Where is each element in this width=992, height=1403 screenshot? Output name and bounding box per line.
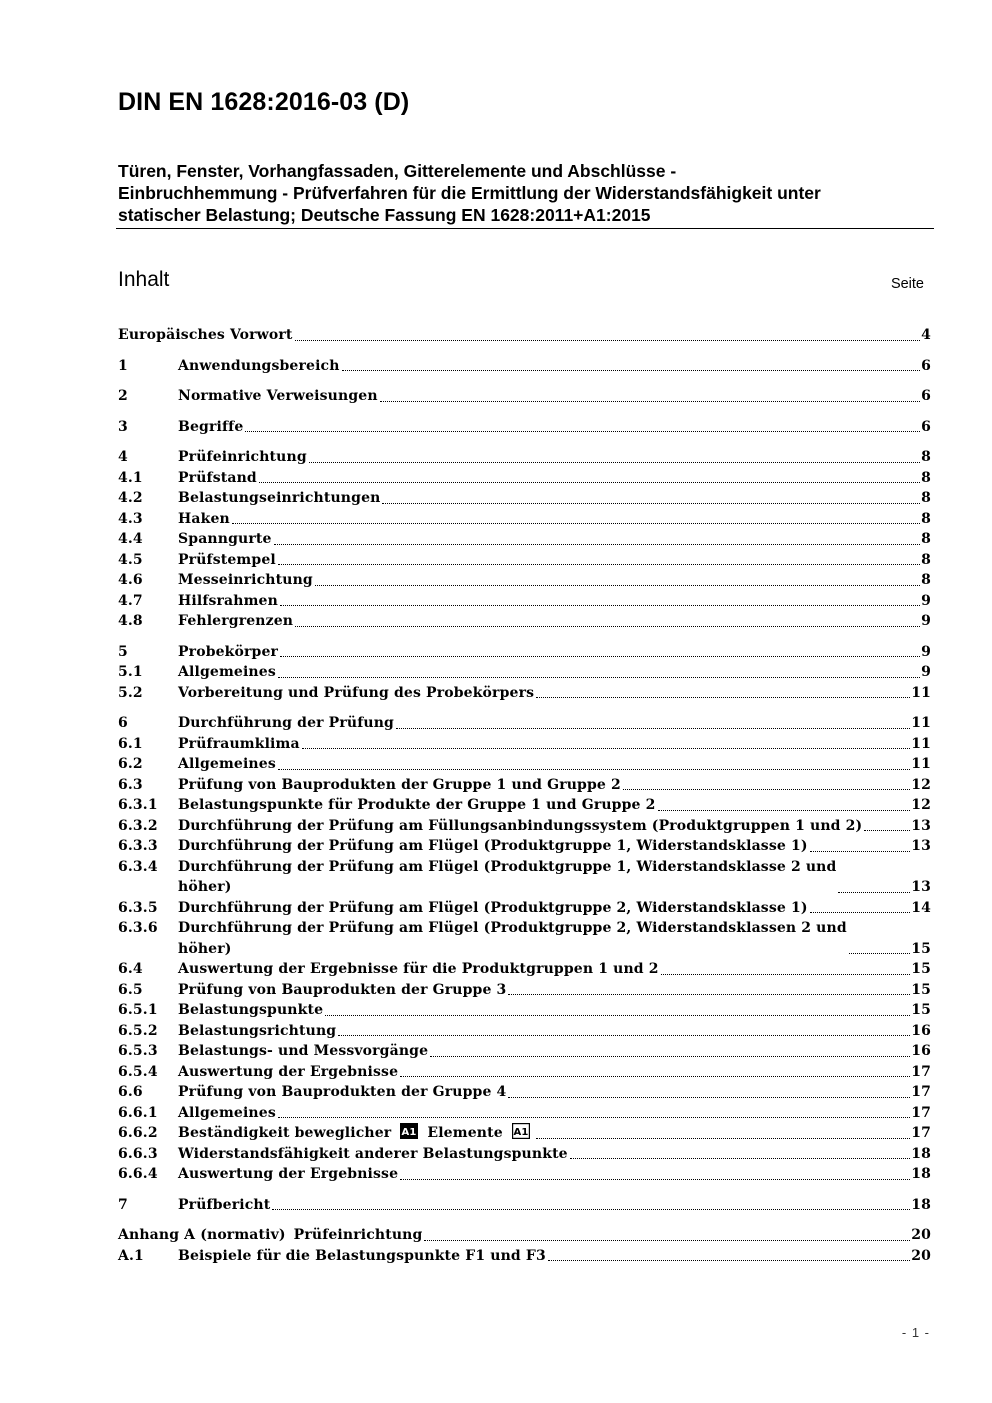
toc-leader-dots	[570, 1158, 910, 1159]
toc-leader-dots	[259, 482, 920, 483]
toc-leader-dots	[295, 340, 921, 341]
toc-entry-label: Europäisches Vorwort	[118, 327, 293, 343]
toc-entry-number: 4.7	[118, 592, 143, 609]
toc-entry-number: 4.8	[118, 613, 143, 629]
amendment-start-label: A1	[401, 1127, 417, 1138]
toc-entry-title: Vorbereitung und Prüfung des Probekörpers	[178, 684, 535, 701]
toc-entry-7[interactable]	[118, 1195, 931, 1216]
toc-entry-page: 17	[911, 1104, 931, 1121]
toc-entry-6-3-5[interactable]	[118, 898, 931, 919]
toc-entry-number: 4.6	[118, 572, 143, 588]
toc-leader-dots	[849, 953, 910, 954]
toc-entry-4-5[interactable]	[118, 550, 931, 571]
toc-entry-number: 6.6	[118, 1084, 143, 1100]
toc-heading: Inhalt	[118, 268, 170, 291]
toc-entry-number: 4.1	[118, 469, 143, 486]
toc-leader-dots	[295, 626, 920, 627]
toc-entry-foreword[interactable]	[118, 325, 931, 346]
toc-entry-page: 8	[921, 551, 931, 568]
toc-entry-page: 8	[921, 510, 931, 527]
toc-entry-page: 9	[921, 613, 931, 629]
toc-leader-dots	[658, 810, 911, 811]
toc-leader-dots	[424, 1240, 910, 1241]
toc-entry-5-1[interactable]	[118, 662, 931, 683]
toc-entry-4-7[interactable]	[118, 591, 931, 612]
toc-entry-title: Prüfbericht	[178, 1196, 271, 1213]
toc-entry-number: 6.1	[118, 735, 143, 752]
toc-entry-number: 6.5.2	[118, 1022, 158, 1039]
toc-entry-title: Prüfung von Bauprodukten der Gruppe 4	[178, 1084, 507, 1100]
toc-entry-annex-a[interactable]	[118, 1225, 931, 1246]
toc-entry-page: 12	[911, 776, 931, 793]
toc-leader-dots	[380, 401, 920, 402]
toc-entry-6-4[interactable]	[118, 959, 931, 980]
toc-entry-page: 8	[921, 449, 931, 465]
subtitle-line: statischer Belastung; Deutsche Fassung EN 1628:2011+A1:2015	[118, 205, 651, 225]
toc-entry-title	[178, 918, 847, 959]
toc-entry-page: 12	[911, 797, 931, 813]
toc-entry-page: 11	[911, 684, 931, 701]
toc-entry-page: 20	[911, 1227, 931, 1243]
toc-entry-title: Auswertung der Ergebnisse für die Produktgruppen 1 und 2	[178, 961, 659, 977]
toc-entry-page: 16	[911, 1022, 931, 1039]
toc-page-column-label: Seite	[890, 276, 924, 292]
toc-entry-number: 1	[118, 357, 128, 374]
toc-leader-dots	[661, 974, 911, 975]
toc-entry-title: Auswertung der Ergebnisse	[178, 1063, 399, 1080]
toc-entry-page: 6	[921, 388, 931, 404]
toc-entry-4-6[interactable]	[118, 570, 931, 591]
toc-entry-page: 6	[921, 418, 931, 435]
page-number: - 1 -	[901, 1325, 930, 1340]
toc-leader-dots	[274, 544, 921, 545]
toc-entry-6-6-1[interactable]	[118, 1103, 931, 1124]
toc-leader-dots	[430, 1056, 910, 1057]
toc-leader-dots	[508, 1097, 910, 1098]
toc-entry-page: 17	[911, 1125, 931, 1141]
toc-leader-dots	[338, 1035, 910, 1036]
toc-entry-title: Prüfung von Bauprodukten der Gruppe 1 und Gruppe 2	[178, 776, 621, 793]
toc-entry-page: 8	[921, 572, 931, 588]
toc-leader-dots	[232, 523, 920, 524]
toc-entry-page: 15	[911, 981, 931, 998]
toc-entry-number: 6.3.3	[118, 838, 158, 854]
toc-entry-page: 15	[911, 1002, 931, 1018]
toc-entry-4-1[interactable]	[118, 468, 931, 489]
toc-entry-number: 6.5.1	[118, 1002, 158, 1018]
toc-entry-title: Normative Verweisungen	[178, 388, 378, 404]
toc-entry-6-5-2[interactable]	[118, 1021, 931, 1042]
toc-entry-6-5-4[interactable]	[118, 1062, 931, 1083]
toc-entry-page: 16	[911, 1043, 931, 1059]
toc-entry-page: 20	[911, 1247, 931, 1264]
toc-entry-page: 13	[911, 817, 931, 834]
toc-entry-number: 6.5.3	[118, 1043, 158, 1059]
toc-entry-number: 5	[118, 643, 128, 660]
toc-entry-page: 13	[911, 879, 931, 895]
toc-entry-6-6-2[interactable]	[118, 1123, 931, 1144]
toc-leader-dots	[508, 994, 910, 995]
toc-entry-page: 11	[911, 715, 931, 731]
toc-entry-number: A.1	[118, 1247, 144, 1264]
toc-entry-title: Durchführung der Prüfung	[178, 715, 394, 731]
toc-entry-number: 6.2	[118, 756, 143, 772]
toc-entry-a-1[interactable]	[118, 1246, 931, 1267]
toc-leader-dots	[864, 830, 910, 831]
toc-leader-dots	[396, 728, 910, 729]
toc-entry-page: 8	[921, 490, 931, 506]
toc-leader-dots	[315, 585, 920, 586]
toc-entry-title: Belastungseinrichtungen	[178, 490, 381, 506]
toc-entry-number: 6.6.2	[118, 1125, 158, 1141]
toc-entry-title: Haken	[178, 510, 230, 527]
toc-leader-dots	[536, 1138, 910, 1139]
toc-entry-number: 6.3.2	[118, 817, 158, 834]
toc-entry-title-part: Beständigkeit beweglicher	[178, 1125, 392, 1141]
toc-entry-number: 4.3	[118, 510, 143, 527]
toc-leader-dots	[278, 769, 910, 770]
toc-leader-dots	[278, 564, 920, 565]
toc-entry-6-5[interactable]	[118, 980, 931, 1001]
toc-entry-6[interactable]	[118, 713, 931, 734]
toc-entry-4-8[interactable]	[118, 611, 931, 632]
toc-entry-page: 14	[911, 899, 931, 916]
toc-entry-6-3-4[interactable]	[118, 857, 931, 898]
toc-entry-page: 6	[921, 357, 931, 374]
toc-entry-6-3[interactable]	[118, 775, 931, 796]
toc-entry-number: 6.6.4	[118, 1166, 158, 1182]
toc-entry-page: 9	[921, 643, 931, 660]
toc-leader-dots	[536, 697, 910, 698]
toc-entry-title: Prüfung von Bauprodukten der Gruppe 3	[178, 981, 507, 998]
toc-entry-6-5-3[interactable]	[118, 1041, 931, 1062]
toc-entry-title-line: höher)	[178, 940, 232, 957]
toc-entry-6-3-2[interactable]	[118, 816, 931, 837]
toc-entry-page: 17	[911, 1063, 931, 1080]
toc-entry-title: Allgemeines	[178, 756, 276, 772]
toc-leader-dots	[838, 892, 910, 893]
toc-leader-dots	[272, 1209, 910, 1210]
toc-entry-page: 9	[921, 664, 931, 680]
toc-entry-number: 6.5	[118, 981, 143, 998]
toc-entry-title: Durchführung der Prüfung am Füllungsanbindungssystem (Produktgruppen 1 und 2)	[178, 817, 863, 834]
toc-leader-dots	[810, 912, 911, 913]
toc-leader-dots	[382, 503, 920, 504]
toc-entry-5-2[interactable]	[118, 683, 931, 704]
toc-entry-number: 6.4	[118, 961, 143, 977]
toc-entry-number: 6.3.1	[118, 797, 158, 813]
toc-entry-title: Belastungspunkte	[178, 1002, 324, 1018]
toc-entry-4-4[interactable]	[118, 529, 931, 550]
toc-entry-title-line: höher)	[178, 879, 232, 895]
toc-entry-title: Belastungs- und Messvorgänge	[178, 1043, 429, 1059]
document-subtitle	[118, 160, 933, 226]
toc-entry-4-2[interactable]	[118, 488, 931, 509]
toc-entry-number: 6.5.4	[118, 1063, 158, 1080]
toc-leader-dots	[342, 370, 921, 371]
toc-leader-dots	[325, 1015, 910, 1016]
toc-entry-title: Anwendungsbereich	[178, 357, 340, 374]
toc-entry-title: Messeinrichtung	[178, 572, 313, 588]
toc-entry-number: 6.6.1	[118, 1104, 158, 1121]
toc-entry-number: 2	[118, 388, 128, 404]
table-of-contents	[118, 325, 931, 1266]
toc-entry-title: Prüfstempel	[178, 551, 276, 568]
toc-entry-6-1[interactable]	[118, 734, 931, 755]
toc-leader-dots	[400, 1076, 910, 1077]
subtitle-divider	[116, 228, 934, 229]
toc-entry-page: 15	[911, 940, 931, 957]
subtitle-line: Türen, Fenster, Vorhangfassaden, Gitterelemente und Abschlüsse -	[118, 161, 677, 181]
toc-entry-title: Beispiele für die Belastungspunkte F1 und F3	[178, 1247, 546, 1264]
toc-leader-dots	[280, 656, 920, 657]
toc-entry-number: 5.2	[118, 684, 143, 701]
toc-entry-title-line: Durchführung der Prüfung am Flügel (Produktgruppe 2, Widerstandsklassen 2 und	[178, 920, 847, 936]
toc-entry-6-2[interactable]	[118, 754, 931, 775]
toc-entry-number: 6.3.5	[118, 899, 158, 916]
toc-entry-page: 9	[921, 592, 931, 609]
toc-entry-4-3[interactable]	[118, 509, 931, 530]
toc-entry-page: 18	[911, 1166, 931, 1182]
toc-entry-title: Prüfstand	[178, 469, 257, 486]
toc-entry-title: Prüfraumklima	[178, 735, 300, 752]
subtitle-line: Einbruchhemmung - Prüfverfahren für die Ermittlung der Widerstandsfähigkeit unter	[118, 183, 821, 203]
toc-entry-6-6-3[interactable]	[118, 1144, 931, 1165]
toc-entry-title: Durchführung der Prüfung am Flügel (Produktgruppe 1, Widerstandsklasse 1)	[178, 838, 808, 854]
toc-leader-dots	[302, 748, 910, 749]
toc-leader-dots	[309, 462, 920, 463]
toc-entry-5[interactable]	[118, 642, 931, 663]
toc-entry-label: Anhang A (normativ)	[118, 1227, 286, 1243]
toc-entry-title: Probekörper	[178, 643, 279, 660]
toc-entry-4[interactable]	[118, 447, 931, 468]
toc-entry-page: 8	[921, 531, 931, 547]
amendment-end-icon	[512, 1123, 530, 1139]
toc-leader-dots	[623, 789, 910, 790]
toc-entry-1[interactable]	[118, 356, 931, 377]
toc-entry-title: Widerstandsfähigkeit anderer Belastungspunkte	[178, 1145, 568, 1162]
toc-entry-6-6-4[interactable]	[118, 1164, 931, 1185]
toc-entry-6-6[interactable]	[118, 1082, 931, 1103]
amendment-start-icon	[400, 1123, 418, 1139]
toc-entry-3[interactable]	[118, 417, 931, 438]
toc-entry-title: Allgemeines	[178, 1104, 276, 1121]
toc-entry-page: 8	[921, 469, 931, 486]
toc-entry-page: 4	[921, 327, 931, 343]
toc-leader-dots	[548, 1260, 910, 1261]
toc-entry-title: Durchführung der Prüfung am Flügel (Produktgruppe 2, Widerstandsklasse 1)	[178, 899, 808, 916]
toc-leader-dots	[278, 677, 920, 678]
toc-entry-page: 11	[911, 735, 931, 752]
toc-entry-number: 6	[118, 715, 128, 731]
toc-entry-2[interactable]	[118, 386, 931, 407]
toc-entry-number: 5.1	[118, 664, 143, 680]
toc-entry-title: Belastungspunkte für Produkte der Gruppe 1 und Gruppe 2	[178, 797, 656, 813]
toc-entry-title	[178, 857, 836, 898]
toc-entry-page: 13	[911, 838, 931, 854]
toc-entry-number: 4.4	[118, 531, 143, 547]
toc-entry-page: 18	[911, 1145, 931, 1162]
toc-entry-page: 18	[911, 1196, 931, 1213]
toc-entry-number: 3	[118, 418, 128, 435]
toc-entry-number: 4.2	[118, 490, 143, 506]
toc-entry-title: Prüfeinrichtung	[293, 1227, 423, 1243]
toc-entry-title-part: Elemente	[427, 1125, 503, 1141]
toc-entry-title: Auswertung der Ergebnisse	[178, 1166, 399, 1182]
toc-entry-page: 15	[911, 961, 931, 977]
toc-entry-6-3-3[interactable]	[118, 836, 931, 857]
toc-entry-title: Allgemeines	[178, 664, 276, 680]
toc-leader-dots	[245, 431, 920, 432]
toc-leader-dots	[280, 605, 920, 606]
toc-entry-page: 11	[911, 756, 931, 772]
toc-leader-dots	[810, 851, 911, 852]
toc-entry-title: Fehlergrenzen	[178, 613, 294, 629]
toc-entry-6-3-1[interactable]	[118, 795, 931, 816]
toc-entry-title: Hilfsrahmen	[178, 592, 278, 609]
toc-entry-title: Belastungsrichtung	[178, 1022, 337, 1039]
toc-entry-number: 4.5	[118, 551, 143, 568]
toc-entry-page: 17	[911, 1084, 931, 1100]
toc-entry-title: Spanngurte	[178, 531, 272, 547]
document-title: DIN EN 1628:2016-03 (D)	[118, 88, 410, 116]
toc-entry-6-3-6[interactable]	[118, 918, 931, 959]
toc-entry-title: Begriffe	[178, 418, 244, 435]
toc-entry-6-5-1[interactable]	[118, 1000, 931, 1021]
toc-entry-number: 7	[118, 1196, 128, 1213]
toc-entry-number: 4	[118, 449, 128, 465]
toc-entry-title-line: Durchführung der Prüfung am Flügel (Produktgruppe 1, Widerstandsklasse 2 und	[178, 858, 837, 875]
toc-entry-title	[178, 1123, 534, 1144]
toc-leader-dots	[400, 1179, 910, 1180]
amendment-end-label: A1	[513, 1127, 529, 1138]
toc-leader-dots	[278, 1117, 910, 1118]
toc-entry-number: 6.3.6	[118, 920, 158, 936]
toc-entry-number: 6.3.4	[118, 858, 158, 875]
toc-entry-number: 6.6.3	[118, 1145, 158, 1162]
toc-entry-number: 6.3	[118, 776, 143, 793]
toc-entry-title: Prüfeinrichtung	[178, 449, 307, 465]
